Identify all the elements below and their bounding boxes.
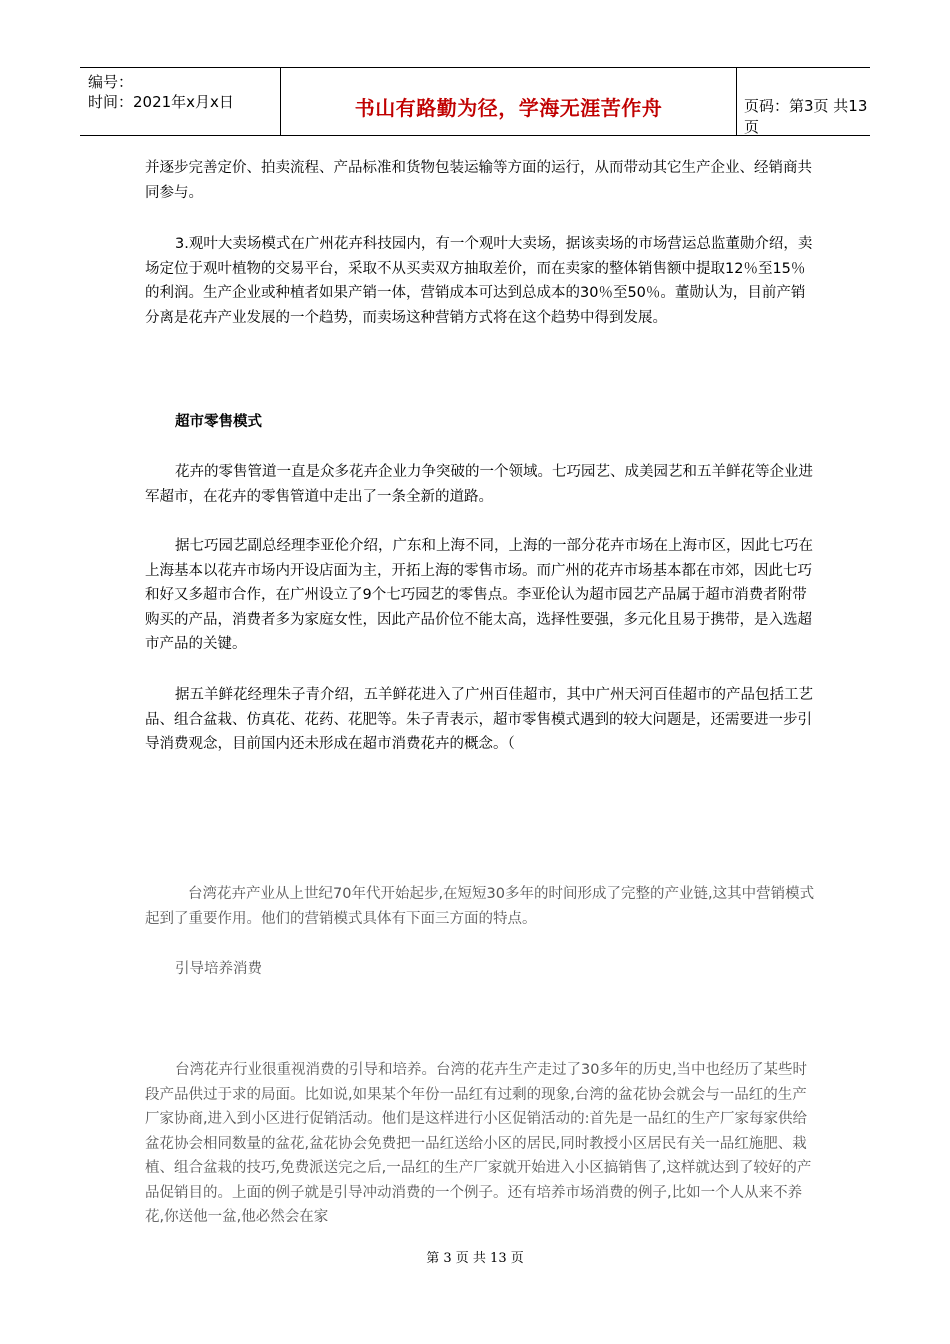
header-info-cell <box>80 68 281 135</box>
paragraph-retail-channel: 花卉的零售管道一直是众多花卉企业力争突破的一个领域。七巧园艺、成美园艺和五羊鲜花等企业进军超市，在花卉的零售管道中走出了一条全新的道路。 <box>145 464 813 505</box>
header-number-label: 编号： <box>88 73 134 91</box>
header-page-label: 页码：第3页 共13页 <box>744 97 868 136</box>
header-page-cell <box>737 68 870 135</box>
page-footer: 第 3 页 共 13 页 <box>426 1251 524 1266</box>
paragraph-foliage-market: 3.观叶大卖场模式在广州花卉科技园内，有一个观叶大卖场，据该卖场的市场营运总监董勋介绍，卖场定位于观叶植物的交易平台，采取不从买卖双方抽取差价，而在卖家的整体销售额中提取12％至15％的利润。生产企业或种植者如果产销一体，营销成本可达到总成本的30％至50％。董勋认为，目前产销分离是花卉产业发展的一个趋势，而卖场这种营销方式将在这个趋势中得到发展。 <box>145 236 813 326</box>
header-motto: 书山有路勤为径，学海无涯苦作舟 <box>354 96 663 120</box>
paragraph-taiwan-intro: 台湾花卉产业从上世纪70年代开始起步,在短短30多年的时间形成了完整的产业链,这其中营销模式起到了重要作用。他们的营销模式具体有下面三方面的特点。 <box>145 886 815 927</box>
header-motto-cell <box>281 68 737 135</box>
paragraph-qiqiao: 据七巧园艺副总经理李亚伦介绍，广东和上海不同，上海的一部分花卉市场在上海市区，因此七巧在上海基本以花卉市场内开设店面为主，开拓上海的零售市场。而广州的花卉市场基本都在市郊，因此七巧和好又多超市合作，在广州设立了9个七巧园艺的零售点。李亚伦认为超市园艺产品属于超市消费者附带购买的产品，消费者多为家庭女性，因此产品价位不能太高，选择性要强，多元化且易于携带，是入选超市产品的关键。 <box>145 538 813 652</box>
page-header <box>80 67 870 136</box>
section-heading-supermarket: 超市零售模式 <box>175 414 262 430</box>
subheading-guide-consumption: 引导培养消费 <box>175 961 262 977</box>
paragraph-taiwan-guidance: 台湾花卉行业很重视消费的引导和培养。台湾的花卉生产走过了30多年的历史,当中也经历了某些时段产品供过于求的局面。比如说,如果某个年份一品红有过剩的现象,台湾的盆花协会就会与一品红的生产厂家协商,进入到小区进行促销活动。他们是这样进行小区促销活动的:首先是一品红的生产厂家每家供给盆花协会相同数量的盆花,盆花协会免费把一品红送给小区的居民,同时教授小区居民有关一品红施肥、栽植、组合盆栽的技巧,免费派送完之后,一品红的生产厂家就开始进入小区搞销售了,这样就达到了较好的产品促销目的。上面的例子就是引导冲动消费的一个例子。还有培养市场消费的例子,比如一个人从来不养花,你送他一盆,他必然会在家 <box>145 1062 812 1225</box>
header-date-label: 时间：2021年x月x日 <box>88 93 234 111</box>
paragraph-wuyang: 据五羊鲜花经理朱子青介绍，五羊鲜花进入了广州百佳超市，其中广州天河百佳超市的产品包括工艺品、组合盆栽、仿真花、花药、花肥等。朱子青表示，超市零售模式遇到的较大问题是，还需要进一步引导消费观念，目前国内还未形成在超市消费花卉的概念。（ <box>145 687 813 752</box>
paragraph-intro-continuation: 并逐步完善定价、拍卖流程、产品标准和货物包装运输等方面的运行，从而带动其它生产企业、经销商共同参与。 <box>145 160 812 201</box>
